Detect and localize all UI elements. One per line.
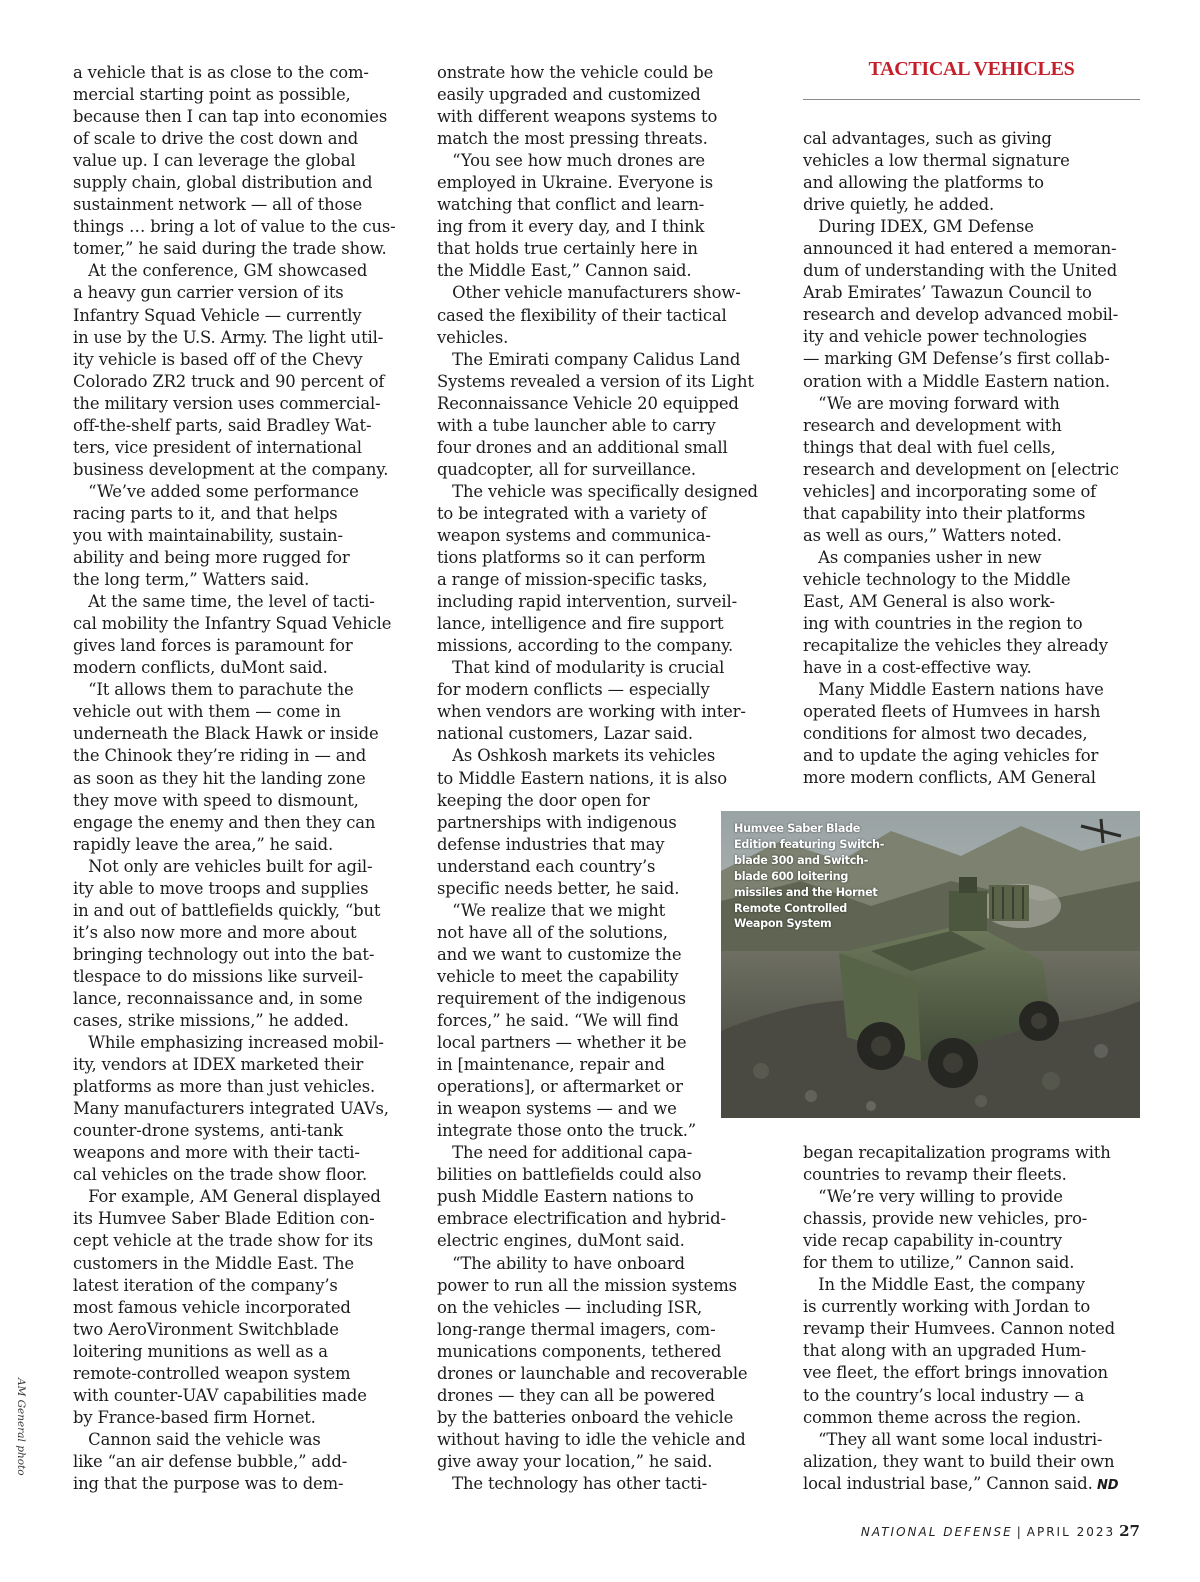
text-line: the long term,” Watters said. xyxy=(73,570,310,590)
text-line: For example, AM General displayed xyxy=(73,1187,381,1207)
text-line: to be integrated with a variety of xyxy=(437,503,707,523)
text-line: munications components, tethered xyxy=(437,1341,722,1361)
text-line: vehicles] and incorporating some of xyxy=(803,481,1097,501)
text-line: to the country’s local industry — a xyxy=(803,1385,1085,1405)
text-line: including rapid intervention, surveil- xyxy=(437,592,738,612)
text-line: vehicle technology to the Middle xyxy=(803,569,1071,589)
text-line: that capability into their platforms xyxy=(803,503,1086,523)
text-line: of scale to drive the cost down and xyxy=(73,129,359,149)
text-line: At the same time, the level of tacti- xyxy=(73,592,375,612)
text-line: like “an air defense bubble,” add- xyxy=(73,1451,348,1471)
text-line: cases, strike missions,” he added. xyxy=(73,1011,349,1031)
text-line: give away your location,” he said. xyxy=(437,1451,713,1471)
text-line: latest iteration of the company’s xyxy=(73,1275,338,1295)
text-line: oration with a Middle Eastern nation. xyxy=(803,371,1110,391)
text-line: things … bring a lot of value to the cus- xyxy=(73,217,396,237)
text-line: “We’re very willing to provide xyxy=(803,1187,1063,1207)
text-line: power to run all the mission systems xyxy=(437,1275,737,1295)
text-line: “We are moving forward with xyxy=(803,393,1060,413)
text-line: that holds true certainly here in xyxy=(437,239,698,259)
text-line: and allowing the platforms to xyxy=(803,173,1044,193)
text-line: — marking GM Defense’s first collab- xyxy=(803,349,1110,369)
text-line: easily upgraded and customized xyxy=(437,85,701,105)
text-line: for modern conflicts — especially xyxy=(437,680,710,700)
text-line: That kind of modularity is crucial xyxy=(437,658,725,678)
text-line: cal vehicles on the trade show floor. xyxy=(73,1165,368,1185)
page-footer xyxy=(861,1522,1140,1540)
text-line: customers in the Middle East. The xyxy=(73,1253,354,1273)
text-line: drones or launchable and recoverable xyxy=(437,1363,748,1383)
text-line: push Middle Eastern nations to xyxy=(437,1187,694,1207)
page-number: 27 xyxy=(1119,1522,1140,1540)
text-line: when vendors are working with inter- xyxy=(437,702,746,722)
text-line: is currently working with Jordan to xyxy=(803,1297,1091,1317)
text-line: more modern conflicts, AM General xyxy=(803,768,1096,788)
text-line: operated fleets of Humvees in harsh xyxy=(803,702,1101,722)
text-line: supply chain, global distribution and xyxy=(73,173,373,193)
text-line: watching that conflict and learn- xyxy=(437,195,705,215)
text-line: for them to utilize,” Cannon said. xyxy=(803,1253,1075,1273)
text-line: alization, they want to build their own xyxy=(803,1451,1115,1471)
text-line: it’s also now more and more about xyxy=(73,922,357,942)
text-line: integrate those onto the truck.” xyxy=(437,1121,697,1141)
text-line: electric engines, duMont said. xyxy=(437,1231,685,1251)
text-line: operations], or aftermarket or xyxy=(437,1077,683,1097)
text-line: specific needs better, he said. xyxy=(437,878,680,898)
text-line: research and development on [electric xyxy=(803,459,1119,479)
text-line: and to update the aging vehicles for xyxy=(803,746,1099,766)
text-line: bringing technology out into the bat- xyxy=(73,944,375,964)
text-line: As Oshkosh markets its vehicles xyxy=(437,746,716,766)
end-mark: ND xyxy=(1092,1477,1119,1493)
text-line: a range of mission-specific tasks, xyxy=(437,570,708,590)
text-line: “We’ve added some performance xyxy=(73,481,359,501)
text-line: ity able to move troops and supplies xyxy=(73,878,369,898)
text-line: chassis, provide new vehicles, pro- xyxy=(803,1209,1088,1229)
text-line: Many Middle Eastern nations have xyxy=(803,680,1104,700)
text-line: began recapitalization programs with xyxy=(803,1143,1111,1162)
text-line: modern conflicts, duMont said. xyxy=(73,658,328,678)
text-line: tomer,” he said during the trade show. xyxy=(73,239,387,259)
text-line: value up. I can leverage the global xyxy=(73,151,356,171)
text-line: with a tube launcher able to carry xyxy=(437,415,716,435)
text-line: platforms as more than just vehicles. xyxy=(73,1077,376,1097)
text-line: and we want to customize the xyxy=(437,944,682,964)
text-line: ters, vice president of international xyxy=(73,437,362,457)
text-line: Colorado ZR2 truck and 90 percent of xyxy=(73,371,385,391)
text-line: countries to revamp their fleets. xyxy=(803,1165,1067,1185)
text-line: As companies usher in new xyxy=(803,547,1042,567)
text-line: its Humvee Saber Blade Edition con- xyxy=(73,1209,375,1229)
text-line: research and development with xyxy=(803,415,1062,435)
text-line: the military version uses commercial- xyxy=(73,393,381,413)
text-line: things that deal with fuel cells, xyxy=(803,437,1056,457)
text-line: cept vehicle at the trade show for its xyxy=(73,1231,374,1251)
text-line: Many manufacturers integrated UAVs, xyxy=(73,1099,389,1119)
text-line: vide recap capability in-country xyxy=(803,1231,1062,1251)
text-line: by the batteries onboard the vehicle xyxy=(437,1407,734,1427)
text-line: have in a cost-effective way. xyxy=(803,658,1032,678)
text-line: local partners — whether it be xyxy=(437,1033,687,1053)
text-line: you with maintainability, sustain- xyxy=(73,525,343,545)
humvee-photo xyxy=(721,811,1140,1118)
text-line: gives land forces is paramount for xyxy=(73,636,353,656)
text-line: requirement of the indigenous xyxy=(437,988,686,1008)
text-line: four drones and an additional small xyxy=(437,437,728,457)
text-line: cal mobility the Infantry Squad Vehicle xyxy=(73,614,392,634)
text-line: on the vehicles — including ISR, xyxy=(437,1297,703,1317)
text-line: research and develop advanced mobil- xyxy=(803,305,1119,325)
article-column-1 xyxy=(73,62,396,1495)
text-line: in weapon systems — and we xyxy=(437,1099,677,1119)
article-column-3-bottom xyxy=(803,1142,1118,1495)
text-line: two AeroVironment Switchblade xyxy=(73,1319,339,1339)
text-line: keeping the door open for xyxy=(437,790,650,810)
text-line: vee fleet, the effort brings innovation xyxy=(803,1363,1108,1383)
text-line: the Middle East,” Cannon said. xyxy=(437,261,692,281)
text-line: embrace electrification and hybrid- xyxy=(437,1209,726,1229)
text-line: in use by the U.S. Army. The light util- xyxy=(73,327,384,347)
text-line: dum of understanding with the United xyxy=(803,261,1118,281)
text-line: mercial starting point as possible, xyxy=(73,85,351,105)
text-line: racing parts to it, and that helps xyxy=(73,503,338,523)
text-line: in [maintenance, repair and xyxy=(437,1055,665,1075)
text-line: remote-controlled weapon system xyxy=(73,1363,351,1383)
text-line: vehicles a low thermal signature xyxy=(803,151,1070,171)
footer-separator: | xyxy=(1016,1525,1023,1539)
text-line: understand each country’s xyxy=(437,856,656,876)
text-line: ity vehicle is based off of the Chevy xyxy=(73,349,363,369)
text-line: During IDEX, GM Defense xyxy=(803,217,1034,237)
text-line: missions, according to the company. xyxy=(437,636,734,656)
text-line: lance, reconnaissance and, in some xyxy=(73,988,363,1008)
text-line: most famous vehicle incorporated xyxy=(73,1297,351,1317)
text-line: a vehicle that is as close to the com- xyxy=(73,63,369,82)
text-line: bilities on battlefields could also xyxy=(437,1165,702,1185)
text-line: ing that the purpose was to dem- xyxy=(73,1474,344,1493)
text-line: Not only are vehicles built for agil- xyxy=(73,856,373,876)
text-line: sustainment network — all of those xyxy=(73,195,363,215)
text-line: long-range thermal imagers, com- xyxy=(437,1319,716,1339)
text-line: they move with speed to dismount, xyxy=(73,790,359,810)
text-line: The Emirati company Calidus Land xyxy=(437,349,741,369)
text-line: drive quietly, he added. xyxy=(803,195,995,215)
text-line: weapons and more with their tacti- xyxy=(73,1143,360,1163)
text-line: lance, intelligence and fire support xyxy=(437,614,724,634)
text-line: national customers, Lazar said. xyxy=(437,724,693,744)
text-line: employed in Ukraine. Everyone is xyxy=(437,173,713,193)
text-line: conditions for almost two decades, xyxy=(803,724,1088,744)
text-line: “The ability to have onboard xyxy=(437,1253,685,1273)
text-line: “You see how much drones are xyxy=(437,151,705,171)
text-line: as well as ours,” Watters noted. xyxy=(803,525,1062,545)
text-line: The need for additional capa- xyxy=(437,1143,693,1163)
text-line: announced it had entered a memoran- xyxy=(803,239,1117,259)
text-line: ity, vendors at IDEX marketed their xyxy=(73,1055,364,1075)
text-line: ing with countries in the region to xyxy=(803,614,1083,634)
text-line: drones — they can all be powered xyxy=(437,1385,715,1405)
text-line: cal advantages, such as giving xyxy=(803,129,1052,148)
text-line: recapitalize the vehicles they already xyxy=(803,636,1108,656)
text-line: While emphasizing increased mobil- xyxy=(73,1033,384,1053)
text-line: by France-based firm Hornet. xyxy=(73,1407,316,1427)
text-line: In the Middle East, the company xyxy=(803,1275,1085,1295)
text-line: At the conference, GM showcased xyxy=(73,261,368,281)
text-line: tlespace to do missions like surveil- xyxy=(73,966,363,986)
text-line: “It allows them to parachute the xyxy=(73,680,354,700)
text-line: cased the flexibility of their tactical xyxy=(437,305,727,325)
text-line: Arab Emirates’ Tawazun Council to xyxy=(803,283,1092,303)
photo-credit: AM General photo xyxy=(15,1378,27,1476)
text-line: the Chinook they’re riding in — and xyxy=(73,746,367,766)
text-line: counter-drone systems, anti-tank xyxy=(73,1121,343,1141)
text-line: defense industries that may xyxy=(437,834,665,854)
text-line: East, AM General is also work- xyxy=(803,591,1055,611)
text-line: rapidly leave the area,” he said. xyxy=(73,834,334,854)
text-line: business development at the company. xyxy=(73,459,389,479)
text-line: “They all want some local industri- xyxy=(803,1429,1103,1449)
text-line: underneath the Black Hawk or inside xyxy=(73,724,379,744)
text-line: not have all of the solutions, xyxy=(437,922,668,942)
text-line: common theme across the region. xyxy=(803,1407,1082,1427)
text-line: a heavy gun carrier version of its xyxy=(73,283,344,303)
text-line: tions platforms so it can perform xyxy=(437,548,706,568)
text-line: Other vehicle manufacturers show- xyxy=(437,283,741,303)
publication-name: NATIONAL DEFENSE xyxy=(860,1525,1013,1539)
text-line: Infantry Squad Vehicle — currently xyxy=(73,305,362,325)
text-line: without having to idle the vehicle and xyxy=(437,1429,746,1449)
issue-date: APRIL 2023 xyxy=(1026,1525,1116,1539)
text-line: ing from it every day, and I think xyxy=(437,217,705,237)
section-rule xyxy=(803,99,1140,100)
text-line: quadcopter, all for surveillance. xyxy=(437,459,696,479)
text-line: in and out of battlefields quickly, “but xyxy=(73,900,381,920)
article-column-2 xyxy=(437,62,758,1495)
text-line: Systems revealed a version of its Light xyxy=(437,371,754,391)
text-line: Cannon said the vehicle was xyxy=(73,1429,321,1449)
text-line: “We realize that we might xyxy=(437,900,666,920)
section-title: TACTICAL VEHICLES xyxy=(868,58,1075,80)
text-line: as soon as they hit the landing zone xyxy=(73,768,366,788)
text-line: forces,” he said. “We will find xyxy=(437,1011,679,1031)
text-line: Reconnaissance Vehicle 20 equipped xyxy=(437,393,739,413)
text-line: engage the enemy and then they can xyxy=(73,812,376,832)
text-line: onstrate how the vehicle could be xyxy=(437,63,714,82)
text-line: off-the-shelf parts, said Bradley Wat- xyxy=(73,415,372,435)
text-line: loitering munitions as well as a xyxy=(73,1341,328,1361)
text-line: The technology has other tacti- xyxy=(437,1474,708,1493)
text-line: ability and being more rugged for xyxy=(73,548,350,568)
text-line: because then I can tap into economies xyxy=(73,107,388,127)
text-line: partnerships with indigenous xyxy=(437,812,677,832)
text-line: revamp their Humvees. Cannon noted xyxy=(803,1319,1115,1339)
text-line: match the most pressing threats. xyxy=(437,129,708,149)
text-line: with different weapons systems to xyxy=(437,107,718,127)
article-column-3-top xyxy=(803,128,1119,789)
text-line: to Middle Eastern nations, it is also xyxy=(437,768,727,788)
text-line: vehicle to meet the capability xyxy=(437,966,679,986)
text-line: vehicles. xyxy=(437,327,509,347)
text-line: vehicle out with them — come in xyxy=(73,702,341,722)
text-line: that along with an upgraded Hum- xyxy=(803,1341,1087,1361)
text-line: ity and vehicle power technologies xyxy=(803,327,1087,347)
text-line: The vehicle was specifically designed xyxy=(437,481,758,501)
text-line: local industrial base,” Cannon said. ND xyxy=(803,1473,1119,1493)
photo-caption: Humvee Saber Blade Edition featuring Switch- blade 300 and Switch- blade 600 loitering missiles and the Hornet Remote Controlled Weapon System xyxy=(734,822,885,931)
text-line: weapon systems and communica- xyxy=(437,525,711,545)
text-line: with counter-UAV capabilities made xyxy=(73,1385,367,1405)
